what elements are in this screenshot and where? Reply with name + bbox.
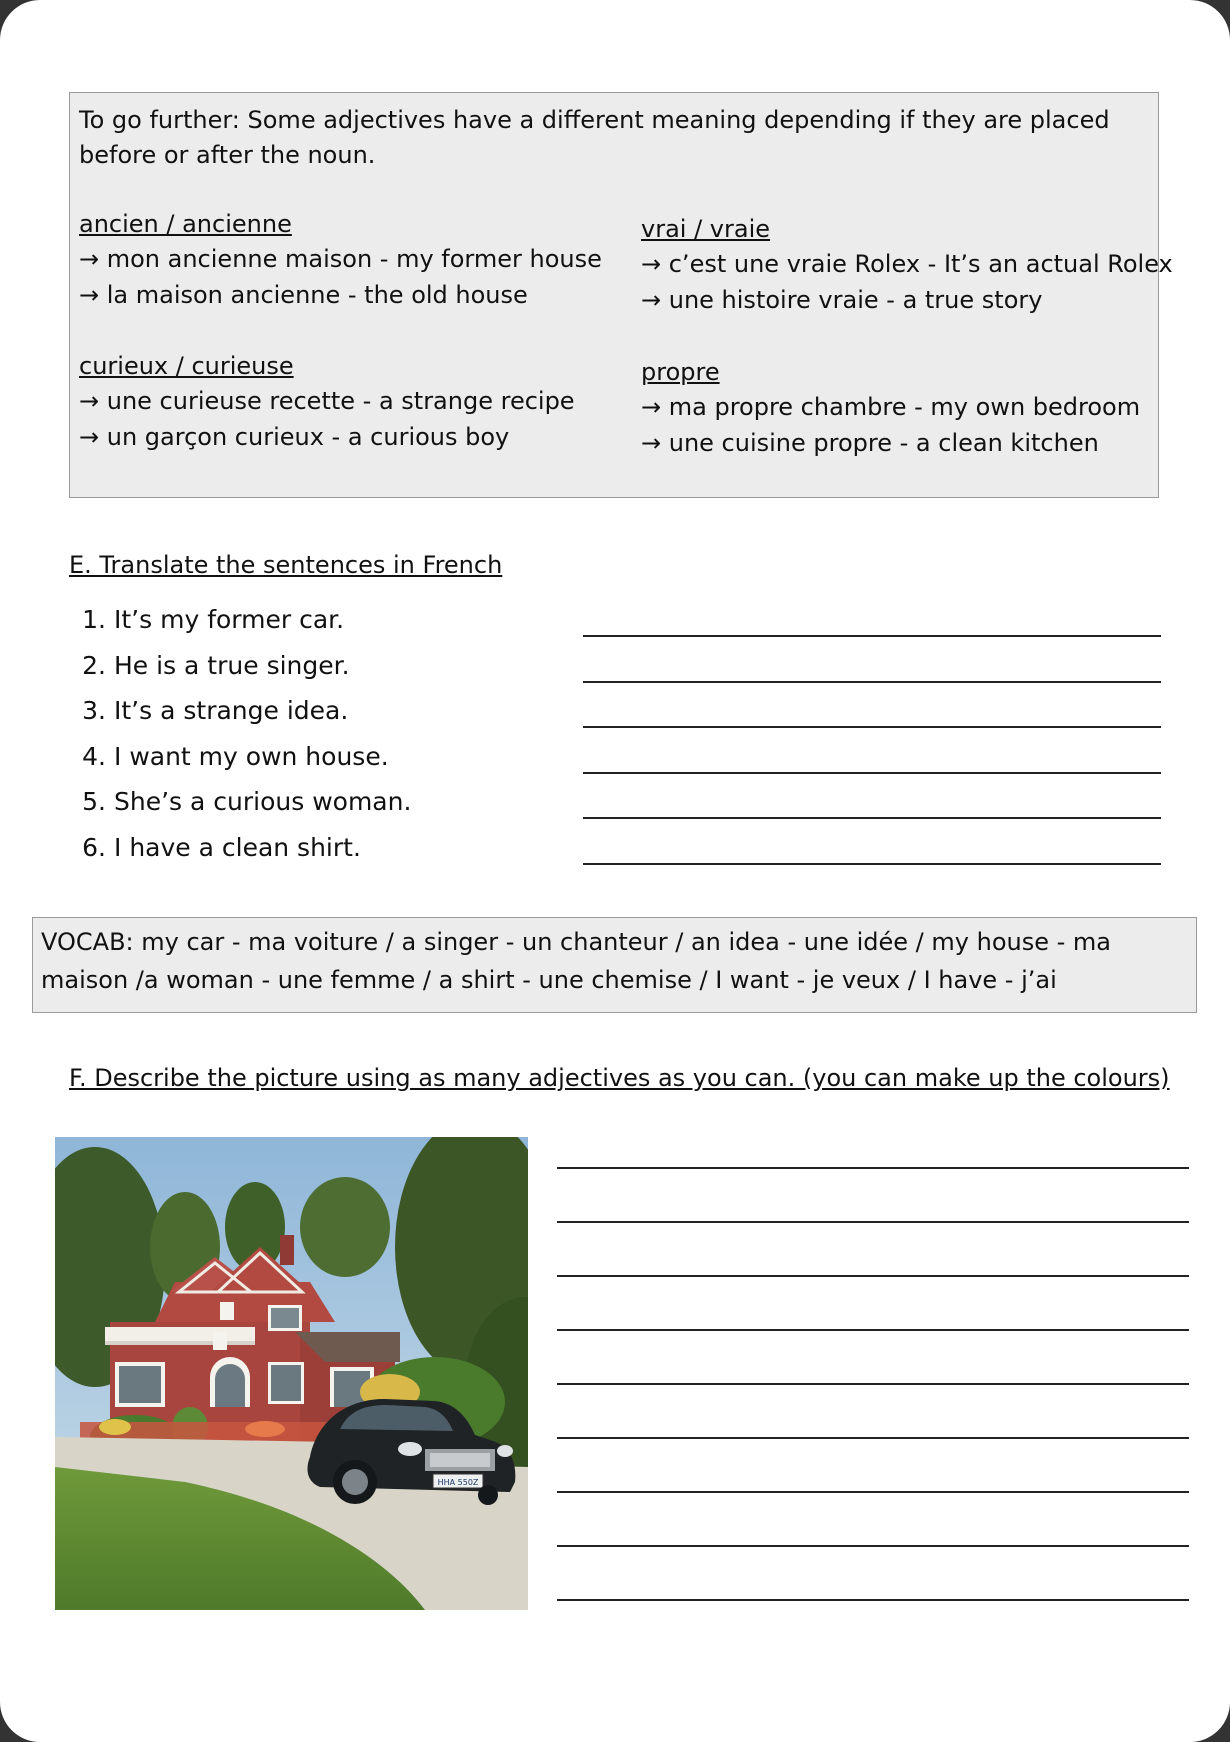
license-plate: HHA 550Z [437,1478,479,1487]
tip-example: → un garçon curieux - a curious boy [79,423,510,451]
exercise-item [78,782,1163,828]
vocab-text: VOCAB: my car - ma voiture / a singer - un chanteur / an idea - une idée / my house - ma maison /a woman - une femme / a shirt - une chemise / I want - je veux / I have - j’ai [41,928,1111,994]
exercise-item [78,646,1163,692]
exercise-item [78,828,1163,874]
tip-example: → une histoire vraie - a true story [641,286,1043,314]
item-number: 2. [82,651,106,680]
writing-line[interactable] [557,1167,1189,1169]
tip-example: → la maison ancienne - the old house [79,281,528,309]
answer-line[interactable] [583,635,1161,637]
tip-group-heading: ancien / ancienne [79,210,292,238]
answer-line[interactable] [583,726,1161,728]
item-sentence: I want my own house. [114,742,389,771]
writing-line[interactable] [557,1437,1189,1439]
item-number: 3. [82,696,106,725]
section-e-heading: E. Translate the sentences in French [69,551,503,579]
exercise-item [78,600,1163,646]
writing-line[interactable] [557,1329,1189,1331]
item-sentence: She’s a curious woman. [114,787,412,816]
tip-example: → une cuisine propre - a clean kitchen [641,429,1099,457]
writing-line[interactable] [557,1599,1189,1601]
writing-line[interactable] [557,1383,1189,1385]
item-number: 6. [82,833,106,862]
item-sentence: I have a clean shirt. [114,833,361,862]
tip-example: → mon ancienne maison - my former house [79,245,602,273]
house-and-car-photo [55,1137,528,1610]
item-sentence: He is a true singer. [114,651,350,680]
item-sentence: It’s my former car. [114,605,345,634]
answer-line[interactable] [583,681,1161,683]
tip-group-heading: vrai / vraie [641,215,770,243]
exercise-item [78,737,1163,783]
tip-example: → c’est une vraie Rolex - It’s an actual Rolex [641,250,1173,278]
tip-group-vrai [641,212,1173,318]
tip-example: → une curieuse recette - a strange recipe [79,387,575,415]
writing-line[interactable] [557,1545,1189,1547]
writing-line[interactable] [557,1275,1189,1277]
tip-example: → ma propre chambre - my own bedroom [641,393,1141,421]
tip-group-propre [641,355,1161,461]
answer-line[interactable] [583,863,1161,865]
tip-group-heading: curieux / curieuse [79,352,294,380]
answer-line[interactable] [583,772,1161,774]
tip-intro: To go further: Some adjectives have a different meaning depending if they are placed before or after the noun. [79,106,1110,169]
tip-group-curieux [79,349,599,455]
answer-line[interactable] [583,817,1161,819]
item-number: 1. [82,605,106,634]
vocab-box [32,917,1197,1013]
tip-group-heading: propre [641,358,720,386]
writing-line[interactable] [557,1221,1189,1223]
tip-box [69,92,1173,498]
exercise-item [78,691,1163,737]
tip-group-ancien [79,207,602,313]
item-number: 4. [82,742,106,771]
section-f-heading: F. Describe the picture using as many adjectives as you can. (you can make up the colours) [69,1064,1170,1092]
writing-line[interactable] [557,1491,1189,1493]
item-number: 5. [82,787,106,816]
item-sentence: It’s a strange idea. [114,696,349,725]
